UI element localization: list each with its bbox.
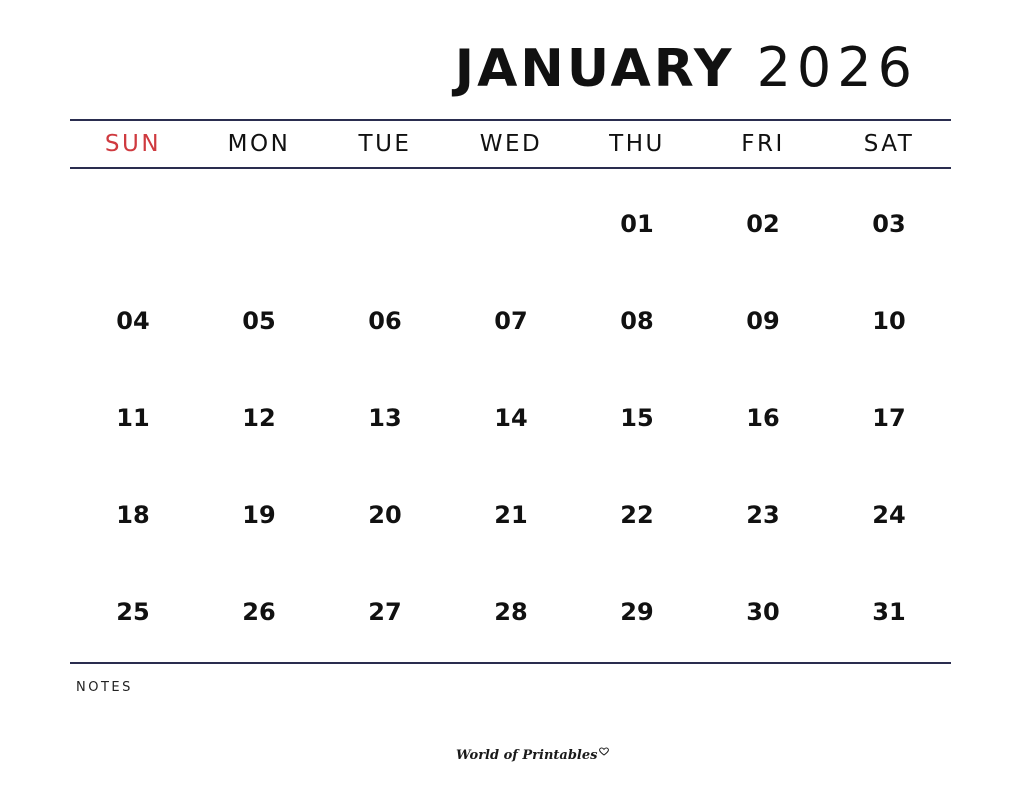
weekday-header-row (70, 120, 951, 167)
weekday-mon: MON (227, 131, 291, 157)
day-cell: 12 (242, 404, 276, 432)
day-cell: 17 (872, 404, 906, 432)
month-title: JANUARY (454, 39, 735, 99)
day-cell: 15 (620, 404, 654, 432)
day-cell: 29 (620, 598, 654, 626)
day-cell: 04 (116, 307, 150, 335)
day-cell: 20 (368, 501, 402, 529)
day-cell: 22 (620, 501, 654, 529)
calendar-grid (70, 168, 951, 662)
day-cell: 16 (746, 404, 780, 432)
day-cell: 30 (746, 598, 780, 626)
day-cell: 18 (116, 501, 150, 529)
weekday-fri: FRI (741, 131, 785, 157)
weekday-tue: TUE (358, 131, 412, 157)
day-cell: 21 (494, 501, 528, 529)
day-cell: 31 (872, 598, 906, 626)
day-cell: 10 (872, 307, 906, 335)
brand-text: World of Printables (456, 748, 598, 763)
weekday-sat: SAT (863, 131, 915, 157)
day-cell: 09 (746, 307, 780, 335)
day-cell: 06 (368, 307, 402, 335)
weekday-wed: WED (479, 131, 543, 157)
day-cell (322, 204, 448, 244)
notes-divider (70, 662, 951, 664)
calendar-title (455, 36, 918, 106)
day-cell: 05 (242, 307, 276, 335)
day-cell: 23 (746, 501, 780, 529)
day-cell: 26 (242, 598, 276, 626)
day-cell (196, 204, 322, 244)
day-cell: 13 (368, 404, 402, 432)
day-cell: 08 (620, 307, 654, 335)
year-title: 2026 (756, 36, 918, 99)
day-cell (448, 204, 574, 244)
day-cell: 01 (620, 210, 654, 238)
day-cell: 19 (242, 501, 276, 529)
day-cell: 07 (494, 307, 528, 335)
day-cell: 24 (872, 501, 906, 529)
day-cell: 14 (494, 404, 528, 432)
day-cell: 27 (368, 598, 402, 626)
day-cell: 28 (494, 598, 528, 626)
brand-logo (456, 748, 609, 763)
heart-icon (599, 741, 609, 760)
day-cell (70, 204, 196, 244)
day-cell: 03 (872, 210, 906, 238)
notes-label: NOTES (76, 680, 133, 695)
day-cell: 11 (116, 404, 150, 432)
day-cell: 02 (746, 210, 780, 238)
day-cell: 25 (116, 598, 150, 626)
weekday-sun: SUN (104, 131, 162, 157)
weekday-thu: THU (609, 131, 665, 157)
